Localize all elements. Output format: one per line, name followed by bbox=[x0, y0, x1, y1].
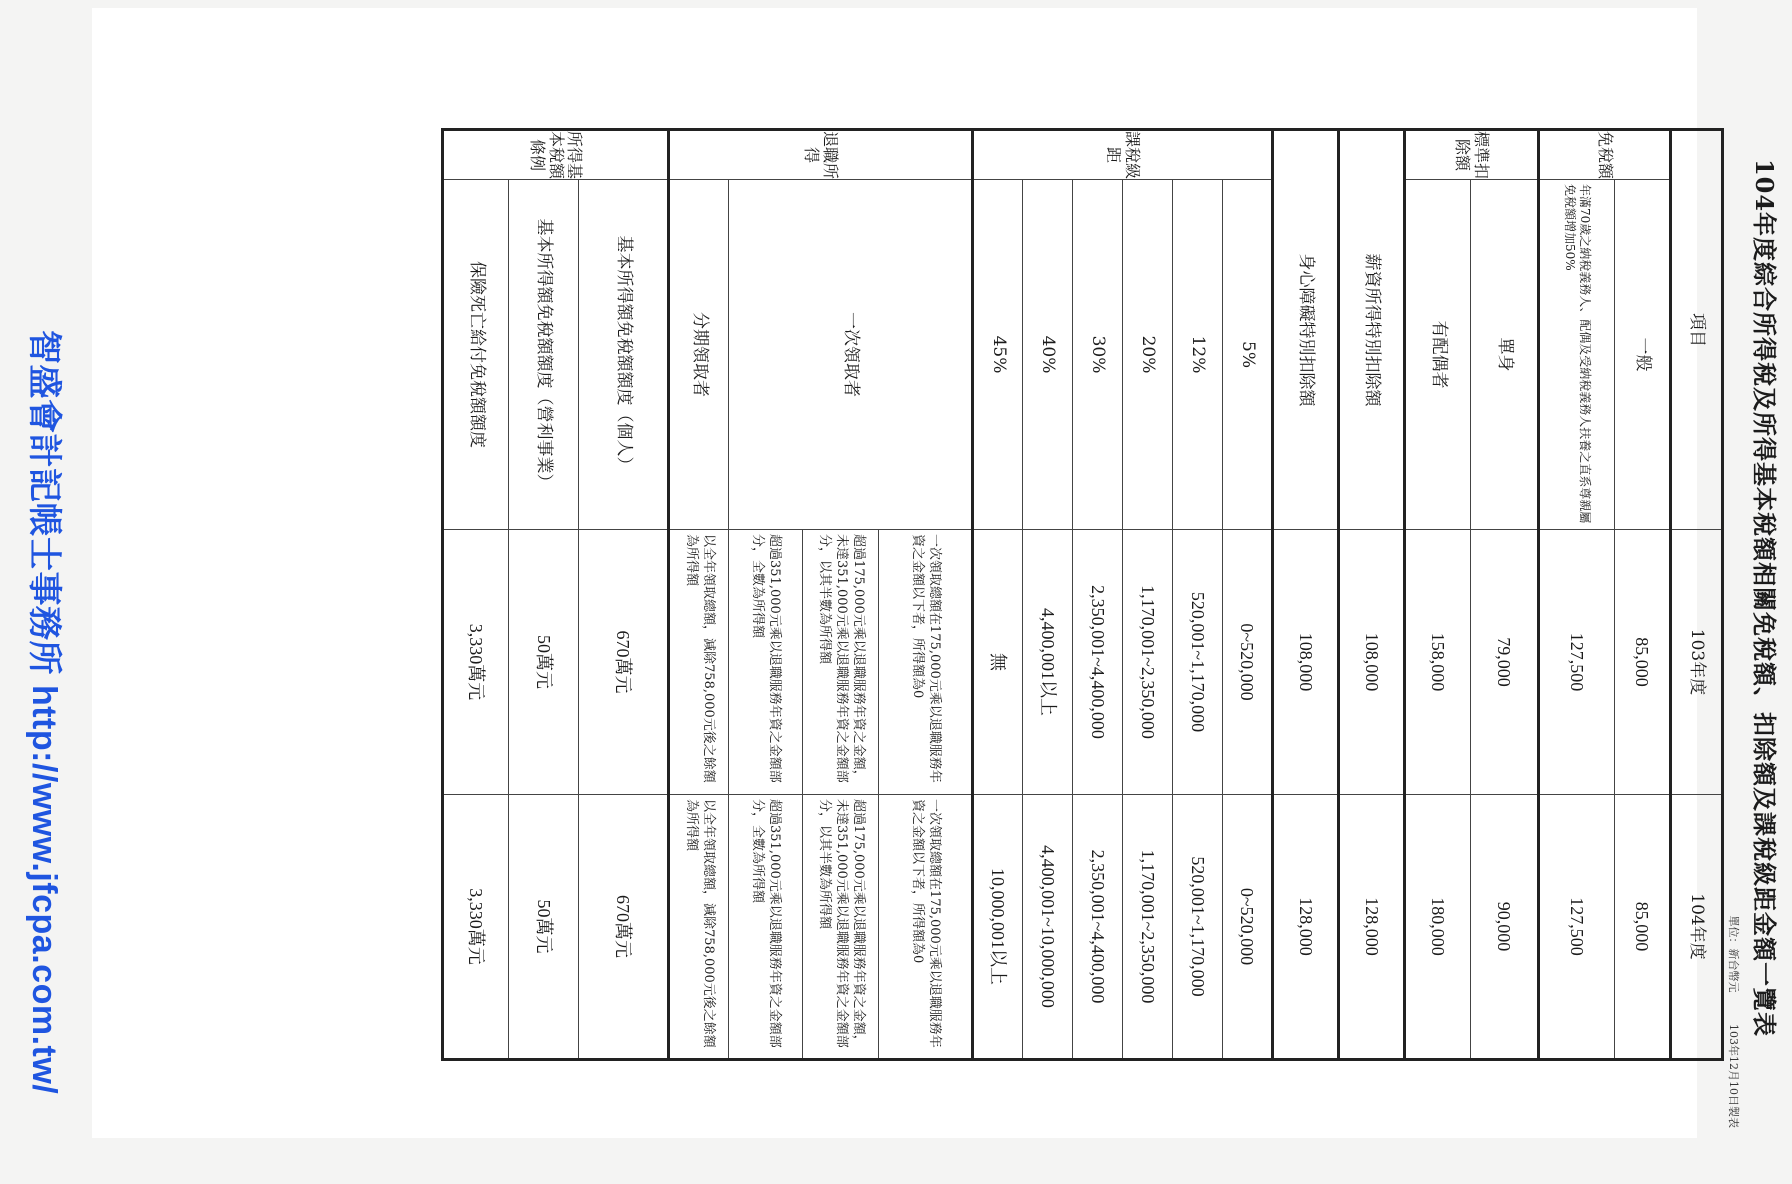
bracket-103: 2,350,001~4,400,000 bbox=[1073, 530, 1123, 795]
lump-sum-103: 超過175,000元乘以退職服務年資之金額，未達351,000元乘以退職服務年資之金額部分，以其半數為所得額 bbox=[803, 530, 879, 795]
bracket-103: 無 bbox=[973, 530, 1023, 795]
lump-sum-label: 一次領取者 bbox=[729, 180, 973, 530]
disability-deduction-103: 108,000 bbox=[1273, 530, 1339, 795]
table-row bbox=[1223, 130, 1273, 1060]
standard-deduction-category: 標準扣除額 bbox=[1405, 130, 1539, 180]
bracket-rate: 12% bbox=[1173, 180, 1223, 530]
table-row bbox=[1023, 130, 1073, 1060]
exemption-elderly-label: 年滿70歲之納稅義務人、配偶及受納稅義務人扶養之直系尊親屬免稅額增加50% bbox=[1539, 180, 1615, 530]
tax-table bbox=[441, 128, 1724, 1061]
header-item: 項目 bbox=[1671, 130, 1723, 530]
standard-single-label: 單身 bbox=[1471, 180, 1539, 530]
bracket-103: 1,170,001~2,350,000 bbox=[1123, 530, 1173, 795]
lump-sum-103: 超過351,000元乘以退職服務年資之金額部分，全數為所得額 bbox=[729, 530, 803, 795]
table-row bbox=[579, 130, 669, 1060]
date-note: 103年12月10日製表 bbox=[1727, 1024, 1740, 1128]
table-row bbox=[1073, 130, 1123, 1060]
bracket-103: 0~520,000 bbox=[1223, 530, 1273, 795]
table-row bbox=[1471, 130, 1539, 1060]
basic-income-label: 基本所得額免稅額額度（營利事業） bbox=[509, 180, 579, 530]
bracket-rate: 30% bbox=[1073, 180, 1123, 530]
bracket-104: 4,400,001~10,000,000 bbox=[1023, 795, 1073, 1060]
table-row bbox=[509, 130, 579, 1060]
exemption-general-103: 85,000 bbox=[1615, 530, 1671, 795]
basic-income-label: 保險死亡給付免稅額額度 bbox=[443, 180, 509, 530]
watermark bbox=[20, 330, 80, 1095]
tax-brackets-category: 課稅級距 bbox=[973, 130, 1273, 180]
retirement-category: 退職所得 bbox=[669, 130, 973, 180]
lump-sum-104: 超過175,000元乘以退職服務年資之金額，未達351,000元乘以退職服務年資之金額部分，以其半數為所得額 bbox=[803, 795, 879, 1060]
standard-married-103: 158,000 bbox=[1405, 530, 1471, 795]
table-row bbox=[973, 130, 1023, 1060]
bracket-103: 4,400,001以上 bbox=[1023, 530, 1073, 795]
document-title: 104年度綜合所得稅及所得基本稅額相關免稅額、扣除額及課稅級距金額一覽表 bbox=[1750, 158, 1779, 1038]
header-103: 103年度 bbox=[1671, 530, 1723, 795]
document-meta bbox=[1726, 888, 1742, 1129]
table-row bbox=[443, 130, 509, 1060]
basic-income-103: 670萬元 bbox=[579, 530, 669, 795]
disability-deduction-label: 身心障礙特別扣除額 bbox=[1273, 130, 1339, 530]
exemption-elderly-103: 127,500 bbox=[1539, 530, 1615, 795]
table-row bbox=[1615, 130, 1671, 1060]
salary-deduction-104: 128,000 bbox=[1339, 795, 1405, 1060]
standard-single-103: 79,000 bbox=[1471, 530, 1539, 795]
bracket-rate: 20% bbox=[1123, 180, 1173, 530]
table-row bbox=[1405, 130, 1471, 1060]
basic-income-104: 50萬元 bbox=[509, 795, 579, 1060]
lump-sum-104: 一次領取總額在175,000元乘以退職服務年資之金額以下者，所得額為0 bbox=[879, 795, 973, 1060]
exemption-general-label: 一般 bbox=[1615, 180, 1671, 530]
exemption-elderly-104: 127,500 bbox=[1539, 795, 1615, 1060]
salary-deduction-103: 108,000 bbox=[1339, 530, 1405, 795]
bracket-103: 520,001~1,170,000 bbox=[1173, 530, 1223, 795]
installment-104: 以全年領取總額，減除758,000元後之餘額為所得額 bbox=[669, 795, 729, 1060]
bracket-104: 1,170,001~2,350,000 bbox=[1123, 795, 1173, 1060]
scanned-sheet bbox=[92, 8, 1779, 1138]
table-row bbox=[1539, 130, 1615, 1060]
salary-deduction-label: 薪資所得特別扣除額 bbox=[1339, 130, 1405, 530]
disability-deduction-104: 128,000 bbox=[1273, 795, 1339, 1060]
basic-income-103: 50萬元 bbox=[509, 530, 579, 795]
bracket-104: 2,350,001~4,400,000 bbox=[1073, 795, 1123, 1060]
table-row bbox=[1123, 130, 1173, 1060]
bracket-rate: 40% bbox=[1023, 180, 1073, 530]
table-row bbox=[1273, 130, 1339, 1060]
watermark-text: 智盛會計記帳士事務所 http://www.jfcpa.com.tw/ bbox=[25, 330, 63, 1095]
lump-sum-103: 一次領取總額在175,000元乘以退職服務年資之金額以下者，所得額為0 bbox=[879, 530, 973, 795]
basic-income-category: 所得基本稅額條例 bbox=[443, 130, 669, 180]
installment-103: 以全年領取總額，減除758,000元後之餘額為所得額 bbox=[669, 530, 729, 795]
lump-sum-104: 超過351,000元乘以退職服務年資之金額部分，全數為所得額 bbox=[729, 795, 803, 1060]
table-row bbox=[1173, 130, 1223, 1060]
basic-income-104: 3,330萬元 bbox=[443, 795, 509, 1060]
basic-income-label: 基本所得額免稅額額度（個人） bbox=[579, 180, 669, 530]
header-row bbox=[1671, 130, 1723, 1060]
bracket-104: 10,000,001以上 bbox=[973, 795, 1023, 1060]
exemption-category: 免稅額 bbox=[1539, 130, 1671, 180]
bracket-104: 520,001~1,170,000 bbox=[1173, 795, 1223, 1060]
bracket-rate: 5% bbox=[1223, 180, 1273, 530]
standard-married-104: 180,000 bbox=[1405, 795, 1471, 1060]
header-104: 104年度 bbox=[1671, 795, 1723, 1060]
rotated-document bbox=[92, 58, 1792, 1138]
bracket-104: 0~520,000 bbox=[1223, 795, 1273, 1060]
unit-note: 單位：新台幣元 bbox=[1727, 915, 1740, 993]
installment-label: 分期領取者 bbox=[669, 180, 729, 530]
table-row bbox=[669, 130, 729, 1060]
bracket-rate: 45% bbox=[973, 180, 1023, 530]
table-row bbox=[879, 130, 973, 1060]
table-row bbox=[1339, 130, 1405, 1060]
standard-single-104: 90,000 bbox=[1471, 795, 1539, 1060]
standard-married-label: 有配偶者 bbox=[1405, 180, 1471, 530]
exemption-general-104: 85,000 bbox=[1615, 795, 1671, 1060]
basic-income-103: 3,330萬元 bbox=[443, 530, 509, 795]
basic-income-104: 670萬元 bbox=[579, 795, 669, 1060]
